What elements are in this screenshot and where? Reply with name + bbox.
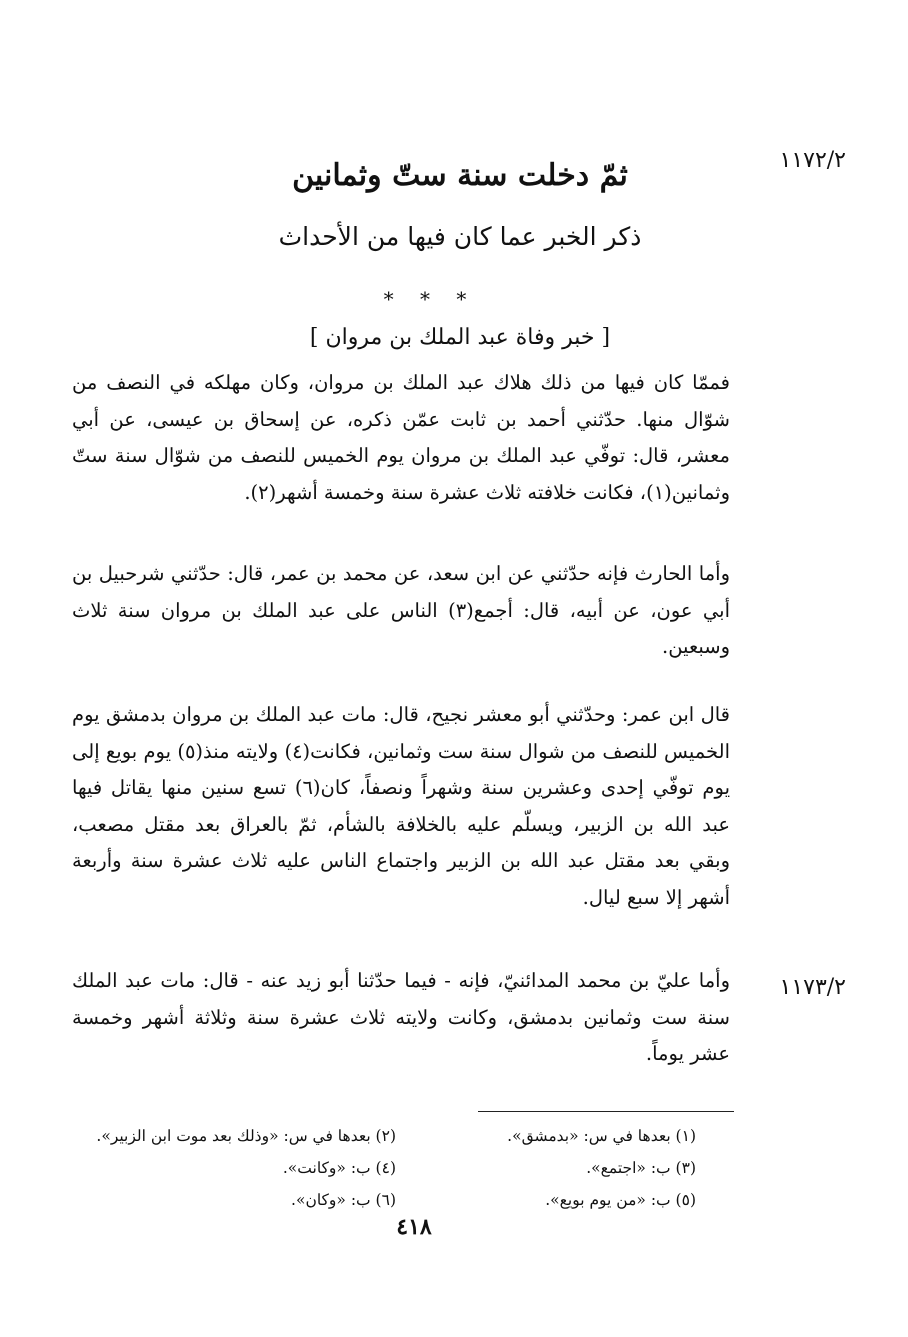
footnotes (56, 1122, 696, 1214)
margin-reference-1172: ١١٧٢/٢ (779, 148, 846, 173)
paragraph-3: قال ابن عمر: وحدّثني أبو معشر نجيح، قال: مات عبد الملك بن مروان بدمشق يوم الخميس للنصف من شوال سنة ست وثمانين، فكانت(٤) ولايته منذ(٥) يوم بويع إلى يوم توفّي إحدى وعشرين سنة وشهراً ونصفاً، كان(٦) تسع سنين منها يقاتل فيها عبد الله بن الزبير، ويسلّم عليه بالخلافة بالشأم، ثمّ بالعراق بعد مقتل مصعب، وبقي بعد مقتل عبد الله بن الزبير واجتماع الناس عليه ثلاث عشرة سنة وأربعة أشهر إلا سبع ليال. (72, 703, 731, 909)
section-subtitle: ذكر الخبر عما كان فيها من الأحداث (278, 222, 642, 251)
section-heading: [ خبر وفاة عبد الملك بن مروان ] (309, 325, 611, 350)
margin-reference-1173: ١١٧٣/٢ (779, 975, 846, 1000)
footnote-2: (٢) بعدها في س: «وذلك بعد موت ابن الزبير». (96, 1127, 396, 1145)
paragraph-2: وأما الحارث فإنه حدّثني عن ابن سعد، عن محمد بن عمر، قال: حدّثني شرحبيل بن أبي عون، عن أبيه، قال: أجمع(٣) الناس على عبد الملك بن مروان سنة ثلاث وسبعين. (72, 562, 730, 658)
footnote-1: (١) بعدها في س: «بدمشق». (507, 1127, 696, 1145)
footnote-5: (٥) ب: «من يوم بويع». (545, 1191, 696, 1209)
footnote-4: (٤) ب: «وكانت». (282, 1159, 396, 1177)
paragraph-4: وأما عليّ بن محمد المدائنيّ، فإنه - فيما حدّثنا أبو زيد عنه - قال: مات عبد الملك سنة ست وثمانين بدمشق، وكانت ولايته ثلاث عشرة سنة وثلاثة أشهر وخمسة عشر يوماً. (72, 969, 730, 1065)
year-heading: ثمّ دخلت سنة ستّ وثمانين (292, 158, 628, 193)
footnote-6: (٦) ب: «وكان». (291, 1191, 396, 1209)
footnote-divider (478, 1111, 734, 1112)
separator-stars: * * * (383, 287, 477, 311)
paragraph-1: فممّا كان فيها من ذلك هلاك عبد الملك بن مروان، وكان مهلكه في النصف من شوّال منها. حدّثني أحمد بن ثابت عمّن ذكره، عن إسحاق بن عيسى، عن أبي معشر، قال: توفّي عبد الملك بن مروان يوم الخميس للنصف من شوّال سنة ستّ وثمانين(١)، فكانت خلافته ثلاث عشرة سنة وخمسة أشهر(٢). (72, 371, 730, 504)
page-number: ٤١٨ (396, 1214, 432, 1240)
footnote-3: (٣) ب: «اجتمع». (586, 1159, 696, 1177)
